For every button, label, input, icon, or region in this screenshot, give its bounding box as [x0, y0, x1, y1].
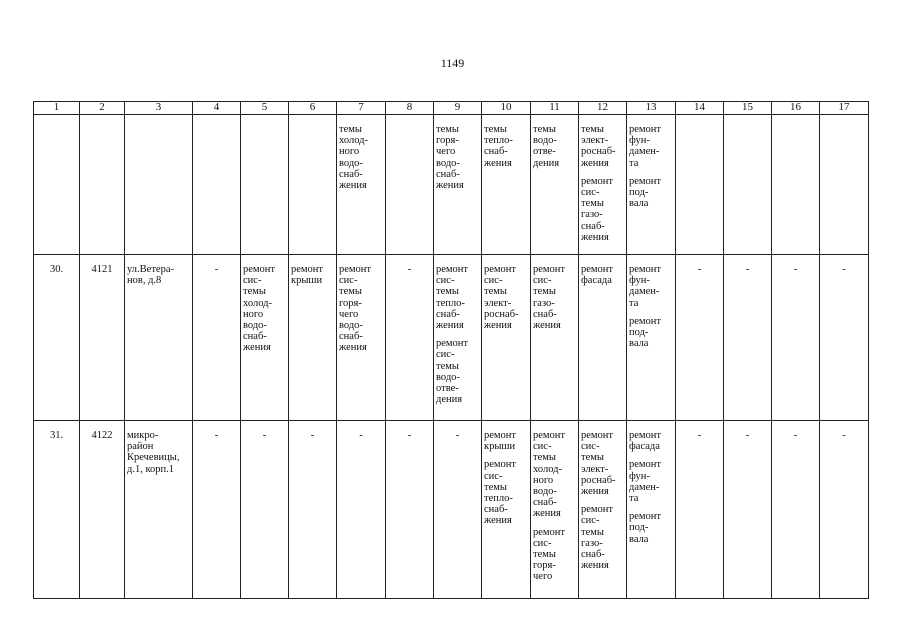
table-cell — [772, 421, 820, 599]
column-number-15: 15 — [724, 102, 772, 115]
cell-text: - — [407, 264, 412, 275]
table-cell — [724, 421, 772, 599]
cell-text: ремонт сис- темы тепло- снаб- жения — [436, 264, 469, 332]
table-cell — [724, 255, 772, 421]
cell-text: - — [697, 430, 702, 441]
cell-text: ремонт фун- дамен- та — [629, 124, 662, 169]
cell-text: - — [697, 264, 702, 275]
cell-text: ремонт сис- темы газо- снаб- жения — [581, 175, 614, 243]
table-cell — [434, 115, 482, 255]
column-number-8: 8 — [386, 102, 434, 115]
cell-text: ремонт сис- темы элект- роснаб- жения — [581, 430, 616, 498]
cell-text: - — [359, 430, 363, 441]
table-cell — [193, 255, 241, 421]
table-cell — [579, 255, 627, 421]
table-cell — [34, 255, 80, 421]
column-number-9: 9 — [434, 102, 482, 115]
table-cell — [80, 115, 125, 255]
cell-text: 4121 — [91, 264, 113, 275]
cell-text: - — [793, 430, 798, 441]
table-cell — [80, 255, 125, 421]
table-cell — [676, 115, 724, 255]
column-number-10: 10 — [482, 102, 531, 115]
table-cell — [482, 421, 531, 599]
cell-text: - — [793, 264, 798, 275]
cell-text: темы водо- отве- дения — [533, 124, 560, 169]
column-number-11: 11 — [531, 102, 579, 115]
repair-schedule-table — [33, 101, 869, 599]
cell-text: - — [842, 430, 846, 441]
column-number-13: 13 — [627, 102, 676, 115]
table-cell — [386, 255, 434, 421]
table-cell — [337, 421, 386, 599]
cell-text: - — [262, 430, 267, 441]
table-cell — [125, 115, 193, 255]
cell-text: - — [214, 264, 219, 275]
header-row — [34, 102, 869, 115]
cell-text: микро- район Кречевицы, д.1, корп.1 — [127, 430, 180, 475]
column-number-12: 12 — [579, 102, 627, 115]
table-cell — [676, 421, 724, 599]
table-cell — [531, 421, 579, 599]
table-cell — [820, 421, 869, 599]
table-cell — [386, 115, 434, 255]
table-cell — [772, 115, 820, 255]
table-cell — [34, 421, 80, 599]
table-cell — [337, 115, 386, 255]
table-cell — [482, 255, 531, 421]
cell-text: - — [745, 264, 750, 275]
cell-text: ремонт фун- дамен- та — [629, 264, 662, 309]
cell-text: ремонт под- вала — [629, 511, 662, 545]
table-row — [34, 115, 869, 255]
table-cell — [80, 421, 125, 599]
cell-text: ремонт сис- темы газо- снаб- жения — [581, 504, 614, 572]
table-cell — [627, 115, 676, 255]
table-row — [34, 421, 869, 599]
cell-text: темы горя- чего водо- снаб- жения — [436, 124, 464, 192]
table-cell — [627, 255, 676, 421]
table-cell — [531, 255, 579, 421]
table-cell — [627, 421, 676, 599]
table-cell — [289, 421, 337, 599]
cell-text: ул.Ветера- нов, д.8 — [127, 264, 174, 287]
cell-text: ремонт сис- темы тепло- снаб- жения — [484, 459, 517, 527]
cell-text: ремонт фун- дамен- та — [629, 459, 662, 505]
column-number-4: 4 — [193, 102, 241, 115]
table-cell — [531, 115, 579, 255]
cell-text: ремонт сис- темы горя- чего водо- снаб- жения — [339, 264, 372, 354]
table-cell — [337, 255, 386, 421]
table-cell — [34, 115, 80, 255]
table-cell — [289, 255, 337, 421]
cell-text: ремонт сис- темы газо- снаб- жения — [533, 264, 566, 332]
cell-text: ремонт сис- темы элект- роснаб- жения — [484, 264, 519, 332]
column-number-14: 14 — [676, 102, 724, 115]
table-cell — [241, 115, 289, 255]
cell-text: ремонт под- вала — [629, 315, 662, 350]
cell-text: ремонт фасада — [581, 264, 614, 287]
cell-text: ремонт сис- темы горя- чего — [533, 526, 566, 583]
cell-text: 30. — [49, 264, 64, 275]
table-cell — [434, 255, 482, 421]
cell-text: 31. — [49, 430, 64, 441]
table-cell — [241, 255, 289, 421]
cell-text: - — [407, 430, 412, 441]
cell-text: - — [842, 264, 846, 275]
table-cell — [386, 421, 434, 599]
table-cell — [482, 115, 531, 255]
table-cell — [579, 421, 627, 599]
table-cell — [289, 115, 337, 255]
cell-text: ремонт под- вала — [629, 175, 662, 210]
table-cell — [193, 115, 241, 255]
table-cell — [724, 115, 772, 255]
cell-text: ремонт крыши — [484, 430, 517, 453]
table-cell — [241, 421, 289, 599]
table-cell — [820, 255, 869, 421]
column-number-2: 2 — [80, 102, 125, 115]
table-cell — [676, 255, 724, 421]
column-number-3: 3 — [125, 102, 193, 115]
cell-text: ремонт сис- темы холод- ного водо- снаб- жения — [533, 430, 566, 520]
table-cell — [820, 115, 869, 255]
table-cell — [434, 421, 482, 599]
table-cell — [125, 255, 193, 421]
table-cell — [193, 421, 241, 599]
column-number-5: 5 — [241, 102, 289, 115]
cell-text: темы холод- ного водо- снаб- жения — [339, 124, 368, 192]
cell-text: темы элект- роснаб- жения — [581, 124, 616, 169]
cell-text: темы тепло- снаб- жения — [484, 124, 513, 169]
column-number-7: 7 — [337, 102, 386, 115]
cell-text: ремонт фасада — [629, 430, 662, 453]
column-number-17: 17 — [820, 102, 869, 115]
table-cell — [772, 255, 820, 421]
cell-text: - — [455, 430, 460, 441]
cell-text: - — [310, 430, 315, 441]
table-cell — [579, 115, 627, 255]
cell-text: ремонт сис- темы водо- отве- дения — [436, 338, 469, 406]
column-number-6: 6 — [289, 102, 337, 115]
table-cell — [125, 421, 193, 599]
cell-text: ремонт сис- темы холод- ного водо- снаб- жения — [243, 264, 276, 354]
cell-text: ремонт крыши — [291, 264, 324, 287]
table-row — [34, 255, 869, 421]
column-number-16: 16 — [772, 102, 820, 115]
column-number-1: 1 — [34, 102, 80, 115]
cell-text: - — [214, 430, 219, 441]
cell-text: 4122 — [91, 430, 113, 441]
cell-text: - — [745, 430, 750, 441]
page-number: 1149 — [440, 56, 465, 70]
